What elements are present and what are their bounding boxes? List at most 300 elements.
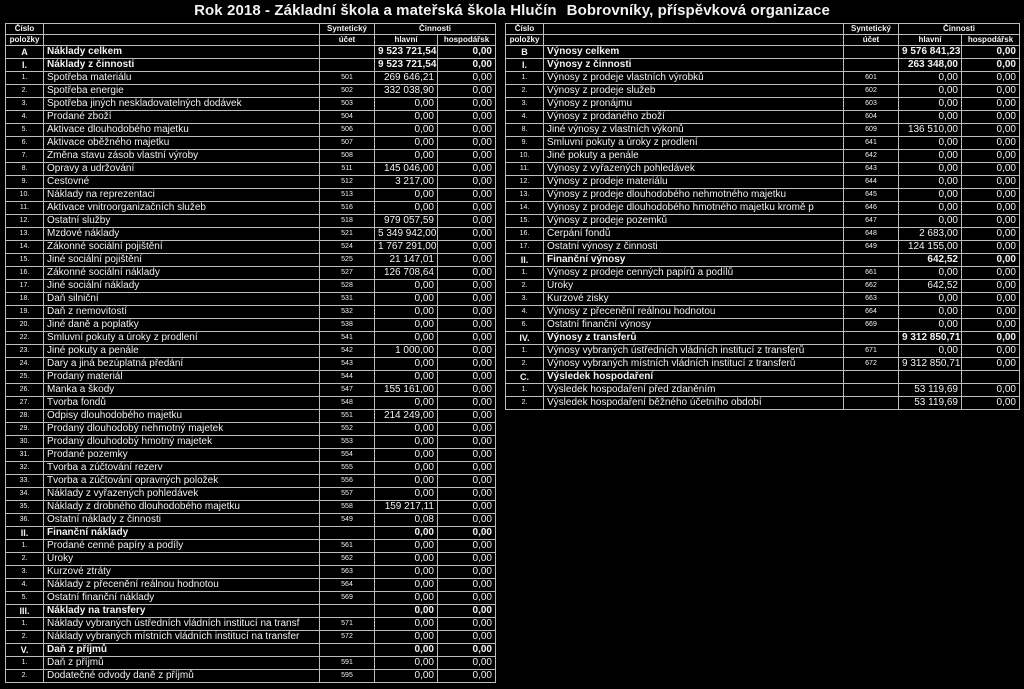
row-main-amount: 1 767 291,00	[375, 241, 438, 254]
table-row	[506, 384, 1020, 397]
row-label: Čerpání fondů	[544, 228, 844, 241]
row-economic-amount: 0,00	[438, 137, 496, 150]
row-label: Aktivace dlouhodobého majetku	[44, 124, 320, 137]
table-row	[6, 501, 496, 514]
revenues-table	[505, 23, 1020, 410]
table-row	[6, 644, 496, 657]
row-number: 11.	[506, 163, 544, 176]
row-account: 553	[320, 436, 375, 449]
row-account	[320, 59, 375, 72]
row-main-amount: 214 249,00	[375, 410, 438, 423]
row-label: Spotřeba jiných neskladovatelných dodávek	[44, 98, 320, 111]
row-label: Smluvní pokuty a úroky z prodlení	[44, 332, 320, 345]
table-row	[506, 371, 1020, 384]
row-label: Ostatní výnosy z činnosti	[544, 241, 844, 254]
row-account: 603	[844, 98, 899, 111]
table-row	[506, 124, 1020, 137]
row-number: 31.	[6, 449, 44, 462]
row-label: Výnosy z pronájmu	[544, 98, 844, 111]
row-label: Ostatní finanční výnosy	[544, 319, 844, 332]
row-number: 1.	[6, 540, 44, 553]
header-synteticky: Syntetický	[320, 24, 375, 35]
row-account: 501	[320, 72, 375, 85]
row-economic-amount: 0,00	[438, 111, 496, 124]
row-economic-amount: 0,00	[438, 241, 496, 254]
row-label: Výnosy z prodeje materiálu	[544, 176, 844, 189]
row-main-amount: 1 000,00	[375, 345, 438, 358]
row-account	[844, 332, 899, 345]
row-main-amount: 145 046,00	[375, 163, 438, 176]
row-account: 543	[320, 358, 375, 371]
row-number: 2.	[6, 553, 44, 566]
table-row	[506, 241, 1020, 254]
row-economic-amount: 0,00	[438, 150, 496, 163]
row-economic-amount: 0,00	[438, 488, 496, 501]
table-row	[6, 579, 496, 592]
row-label: Zákonné sociální pojištění	[44, 241, 320, 254]
table-row	[506, 358, 1020, 371]
row-main-amount: 0,00	[375, 124, 438, 137]
row-main-amount: 0,00	[375, 592, 438, 605]
row-number: C.	[506, 371, 544, 384]
row-main-amount: 0,00	[899, 163, 962, 176]
row-number: 9.	[6, 176, 44, 189]
row-main-amount: 0,00	[375, 605, 438, 618]
row-economic-amount: 0,00	[438, 202, 496, 215]
row-number: 1.	[506, 345, 544, 358]
table-row	[506, 85, 1020, 98]
row-account: 516	[320, 202, 375, 215]
row-economic-amount: 0,00	[962, 189, 1020, 202]
table-row	[6, 293, 496, 306]
row-label: Náklady z činnosti	[44, 59, 320, 72]
row-label: Výnosy vybraných místních vládních institucí z transferů	[544, 358, 844, 371]
row-main-amount: 0,00	[899, 215, 962, 228]
row-account	[844, 397, 899, 410]
row-economic-amount: 0,00	[962, 202, 1020, 215]
row-main-amount: 0,00	[899, 319, 962, 332]
row-economic-amount: 0,00	[962, 98, 1020, 111]
row-main-amount	[899, 371, 962, 384]
row-number: 19.	[6, 306, 44, 319]
row-account: 649	[844, 241, 899, 254]
row-account: 564	[320, 579, 375, 592]
row-account: 672	[844, 358, 899, 371]
row-main-amount: 642,52	[899, 254, 962, 267]
table-row	[506, 98, 1020, 111]
row-account	[844, 46, 899, 59]
row-number: 2.	[506, 280, 544, 293]
row-main-amount: 269 646,21	[375, 72, 438, 85]
row-number: II.	[6, 527, 44, 540]
table-row	[6, 618, 496, 631]
row-economic-amount: 0,00	[962, 345, 1020, 358]
row-economic-amount: 0,00	[962, 397, 1020, 410]
row-number: 11.	[6, 202, 44, 215]
row-economic-amount: 0,00	[438, 332, 496, 345]
row-main-amount: 0,00	[899, 137, 962, 150]
row-main-amount: 0,00	[899, 267, 962, 280]
row-account: 648	[844, 228, 899, 241]
table-row	[6, 423, 496, 436]
row-label: Náklady na transfery	[44, 605, 320, 618]
row-number: 1.	[506, 384, 544, 397]
row-account: 572	[320, 631, 375, 644]
row-main-amount: 2 683,00	[899, 228, 962, 241]
row-label: Výnosy z prodeje služeb	[544, 85, 844, 98]
row-number: I.	[6, 59, 44, 72]
row-account: 595	[320, 670, 375, 683]
row-number: 18.	[6, 293, 44, 306]
row-main-amount: 0,00	[375, 488, 438, 501]
row-account: 646	[844, 202, 899, 215]
row-number: 20.	[6, 319, 44, 332]
row-label: Cestovné	[44, 176, 320, 189]
row-number: 6.	[506, 319, 544, 332]
row-label: Prodaný dlouhodobý nehmotný majetek	[44, 423, 320, 436]
row-label: Úroky	[44, 553, 320, 566]
row-account: 669	[844, 319, 899, 332]
row-economic-amount: 0,00	[438, 254, 496, 267]
header-cinnosti: Činnosti	[899, 24, 1020, 35]
table-row	[6, 527, 496, 540]
table-row	[6, 98, 496, 111]
row-number: 10.	[6, 189, 44, 202]
row-main-amount: 0,00	[375, 566, 438, 579]
row-account	[320, 644, 375, 657]
row-economic-amount: 0,00	[962, 332, 1020, 345]
row-number: 30.	[6, 436, 44, 449]
row-economic-amount: 0,00	[962, 358, 1020, 371]
row-economic-amount: 0,00	[438, 527, 496, 540]
row-account: 557	[320, 488, 375, 501]
row-account: 544	[320, 371, 375, 384]
row-economic-amount: 0,00	[438, 189, 496, 202]
row-economic-amount: 0,00	[438, 410, 496, 423]
row-label: Spotřeba energie	[44, 85, 320, 98]
row-account: 604	[844, 111, 899, 124]
row-account: 664	[844, 306, 899, 319]
row-account	[844, 59, 899, 72]
row-number: 16.	[6, 267, 44, 280]
row-number: 3.	[506, 98, 544, 111]
row-main-amount: 0,00	[375, 527, 438, 540]
table-row	[6, 657, 496, 670]
row-account: 662	[844, 280, 899, 293]
row-account: 512	[320, 176, 375, 189]
row-economic-amount: 0,00	[438, 46, 496, 59]
table-row	[506, 228, 1020, 241]
table-row	[6, 46, 496, 59]
row-main-amount: 0,00	[899, 293, 962, 306]
row-account: 647	[844, 215, 899, 228]
row-label: Tvorba a zúčtování opravných položek	[44, 475, 320, 488]
row-account: 502	[320, 85, 375, 98]
row-label: Výsledek hospodaření	[544, 371, 844, 384]
row-economic-amount: 0,00	[962, 254, 1020, 267]
title-main: Rok 2018 - Základní škola a mateřská škola Hlučín	[194, 2, 557, 19]
row-label: Aktivace vnitroorganizačních služeb	[44, 202, 320, 215]
table-row	[506, 280, 1020, 293]
table-row	[6, 176, 496, 189]
header-cinnosti: Činnosti	[375, 24, 496, 35]
row-number: 4.	[506, 306, 544, 319]
row-number: 15.	[506, 215, 544, 228]
table-row	[6, 540, 496, 553]
row-number: B	[506, 46, 544, 59]
row-main-amount: 0,00	[375, 189, 438, 202]
row-number: 15.	[6, 254, 44, 267]
row-label: Úroky	[544, 280, 844, 293]
table-row	[6, 332, 496, 345]
row-number: 1.	[6, 72, 44, 85]
row-main-amount: 0,00	[375, 150, 438, 163]
row-economic-amount: 0,00	[962, 137, 1020, 150]
table-row	[6, 449, 496, 462]
row-number: 1.	[6, 618, 44, 631]
row-label: Výnosy z prodeje pozemků	[544, 215, 844, 228]
table-row	[6, 410, 496, 423]
row-account: 556	[320, 475, 375, 488]
row-account: 554	[320, 449, 375, 462]
row-number: 13.	[506, 189, 544, 202]
row-number: 10.	[506, 150, 544, 163]
row-number: 34.	[6, 488, 44, 501]
row-number: 7.	[6, 150, 44, 163]
table-row	[506, 202, 1020, 215]
row-number: 3.	[6, 98, 44, 111]
row-main-amount: 9 576 841,23	[899, 46, 962, 59]
row-account: 552	[320, 423, 375, 436]
row-economic-amount: 0,00	[438, 59, 496, 72]
row-main-amount: 0,00	[375, 540, 438, 553]
row-label: Náklady z přecenění reálnou hodnotou	[44, 579, 320, 592]
row-economic-amount: 0,00	[962, 111, 1020, 124]
header-polozky: položky	[506, 35, 544, 46]
row-main-amount: 0,00	[375, 293, 438, 306]
row-number: V.	[6, 644, 44, 657]
row-number: 8.	[6, 163, 44, 176]
row-account: 532	[320, 306, 375, 319]
row-label: Výsledek hospodaření běžného účetního období	[544, 397, 844, 410]
row-label: Náklady celkem	[44, 46, 320, 59]
row-label: Jiné pokuty a penále	[44, 345, 320, 358]
revenues-table-body	[506, 46, 1020, 410]
row-number: 3.	[506, 293, 544, 306]
table-row	[506, 306, 1020, 319]
row-main-amount: 332 038,90	[375, 85, 438, 98]
row-label: Odpisy dlouhodobého majetku	[44, 410, 320, 423]
row-label: Náklady vybraných ústředních vládních institucí na transf	[44, 618, 320, 631]
row-label: Výnosy z přecenění reálnou hodnotou	[544, 306, 844, 319]
row-main-amount: 0,00	[375, 397, 438, 410]
page-title	[0, 2, 1024, 19]
table-row	[6, 345, 496, 358]
header-blank	[44, 35, 320, 46]
row-economic-amount: 0,00	[438, 267, 496, 280]
row-account: 504	[320, 111, 375, 124]
row-label: Jiné sociální pojištění	[44, 254, 320, 267]
row-number: 27.	[6, 397, 44, 410]
row-number: 16.	[506, 228, 544, 241]
row-number: 2.	[506, 85, 544, 98]
row-economic-amount	[962, 371, 1020, 384]
table-row	[506, 72, 1020, 85]
table-row	[6, 566, 496, 579]
row-account: 547	[320, 384, 375, 397]
row-economic-amount: 0,00	[962, 241, 1020, 254]
table-row	[506, 163, 1020, 176]
table-row	[6, 202, 496, 215]
row-label: Daň z nemovitostí	[44, 306, 320, 319]
row-economic-amount: 0,00	[438, 124, 496, 137]
header-cislo: Číslo	[6, 24, 44, 35]
row-economic-amount: 0,00	[962, 293, 1020, 306]
row-number: 2.	[6, 670, 44, 683]
table-row	[6, 150, 496, 163]
row-number: 24.	[6, 358, 44, 371]
row-label: Výnosy z činnosti	[544, 59, 844, 72]
table-row	[6, 514, 496, 527]
table-row	[506, 59, 1020, 72]
header-cislo: Číslo	[506, 24, 544, 35]
row-account: 549	[320, 514, 375, 527]
row-main-amount: 0,00	[375, 579, 438, 592]
row-economic-amount: 0,00	[438, 215, 496, 228]
row-label: Jiné sociální náklady	[44, 280, 320, 293]
row-economic-amount: 0,00	[438, 501, 496, 514]
row-main-amount: 0,00	[375, 631, 438, 644]
row-main-amount: 0,00	[375, 332, 438, 345]
table-row	[6, 189, 496, 202]
row-account: 571	[320, 618, 375, 631]
row-account: 602	[844, 85, 899, 98]
header-hlavni: hlavní	[375, 35, 438, 46]
row-number: 8.	[506, 124, 544, 137]
row-account: 661	[844, 267, 899, 280]
table-row	[6, 592, 496, 605]
row-main-amount: 0,00	[375, 98, 438, 111]
row-account: 518	[320, 215, 375, 228]
header-hlavni: hlavní	[899, 35, 962, 46]
row-account: 503	[320, 98, 375, 111]
row-number: 33.	[6, 475, 44, 488]
row-number: 2.	[6, 631, 44, 644]
row-main-amount: 0,00	[899, 72, 962, 85]
row-number: 36.	[6, 514, 44, 527]
row-number: I.	[506, 59, 544, 72]
table-row	[6, 371, 496, 384]
row-label: Ostatní náklady z činnosti	[44, 514, 320, 527]
table-row	[506, 293, 1020, 306]
row-label: Prodaný dlouhodobý hmotný majetek	[44, 436, 320, 449]
table-row	[6, 228, 496, 241]
row-main-amount: 0,00	[375, 553, 438, 566]
row-main-amount: 0,00	[375, 436, 438, 449]
row-label: Mzdové náklady	[44, 228, 320, 241]
header-blank	[544, 35, 844, 46]
row-number: 12.	[6, 215, 44, 228]
row-economic-amount: 0,00	[962, 150, 1020, 163]
table-row	[6, 72, 496, 85]
row-number: 2.	[506, 397, 544, 410]
row-economic-amount: 0,00	[438, 345, 496, 358]
row-account: 542	[320, 345, 375, 358]
table-row	[6, 605, 496, 618]
row-economic-amount: 0,00	[438, 397, 496, 410]
row-main-amount: 0,00	[375, 137, 438, 150]
row-economic-amount: 0,00	[438, 475, 496, 488]
row-number: 26.	[6, 384, 44, 397]
table-row	[6, 384, 496, 397]
row-economic-amount: 0,00	[438, 540, 496, 553]
table-row	[6, 59, 496, 72]
row-number: 1.	[506, 267, 544, 280]
row-number: 35.	[6, 501, 44, 514]
row-economic-amount: 0,00	[962, 46, 1020, 59]
row-main-amount: 0,00	[375, 371, 438, 384]
row-account	[320, 605, 375, 618]
row-label: Náklady z drobného dlouhodobého majetku	[44, 501, 320, 514]
table-row	[506, 319, 1020, 332]
row-main-amount: 0,00	[899, 176, 962, 189]
row-economic-amount: 0,00	[438, 423, 496, 436]
table-row	[6, 462, 496, 475]
row-account: 524	[320, 241, 375, 254]
row-account	[844, 371, 899, 384]
row-number: 6.	[6, 137, 44, 150]
row-economic-amount: 0,00	[438, 436, 496, 449]
row-main-amount: 0,00	[375, 657, 438, 670]
row-number: 25.	[6, 371, 44, 384]
row-label: Zákonné sociální náklady	[44, 267, 320, 280]
row-main-amount: 9 523 721,54	[375, 59, 438, 72]
row-account: 563	[320, 566, 375, 579]
row-main-amount: 21 147,01	[375, 254, 438, 267]
row-main-amount: 0,00	[375, 111, 438, 124]
row-account: 506	[320, 124, 375, 137]
row-account: 601	[844, 72, 899, 85]
row-economic-amount: 0,00	[438, 605, 496, 618]
row-account: 548	[320, 397, 375, 410]
row-number: 5.	[6, 592, 44, 605]
row-account	[320, 46, 375, 59]
row-number: 28.	[6, 410, 44, 423]
row-main-amount: 0,00	[375, 618, 438, 631]
row-label: Výnosy z vyřazených pohledávek	[544, 163, 844, 176]
row-account: 569	[320, 592, 375, 605]
row-number: 2.	[506, 358, 544, 371]
costs-table-body	[6, 46, 496, 683]
row-number: 14.	[506, 202, 544, 215]
row-economic-amount: 0,00	[438, 371, 496, 384]
row-number: 1.	[506, 72, 544, 85]
row-number: 22.	[6, 332, 44, 345]
row-label: Kurzové zisky	[544, 293, 844, 306]
row-number: 32.	[6, 462, 44, 475]
table-row	[506, 215, 1020, 228]
row-label: Výnosy z prodeje vlastních výrobků	[544, 72, 844, 85]
table-row	[6, 319, 496, 332]
row-main-amount: 0,00	[375, 202, 438, 215]
row-number: 17.	[6, 280, 44, 293]
row-account: 562	[320, 553, 375, 566]
row-label: Ostatní finanční náklady	[44, 592, 320, 605]
row-main-amount: 979 057,59	[375, 215, 438, 228]
row-main-amount: 159 217,11	[375, 501, 438, 514]
row-number: 14.	[6, 241, 44, 254]
table-row	[506, 150, 1020, 163]
